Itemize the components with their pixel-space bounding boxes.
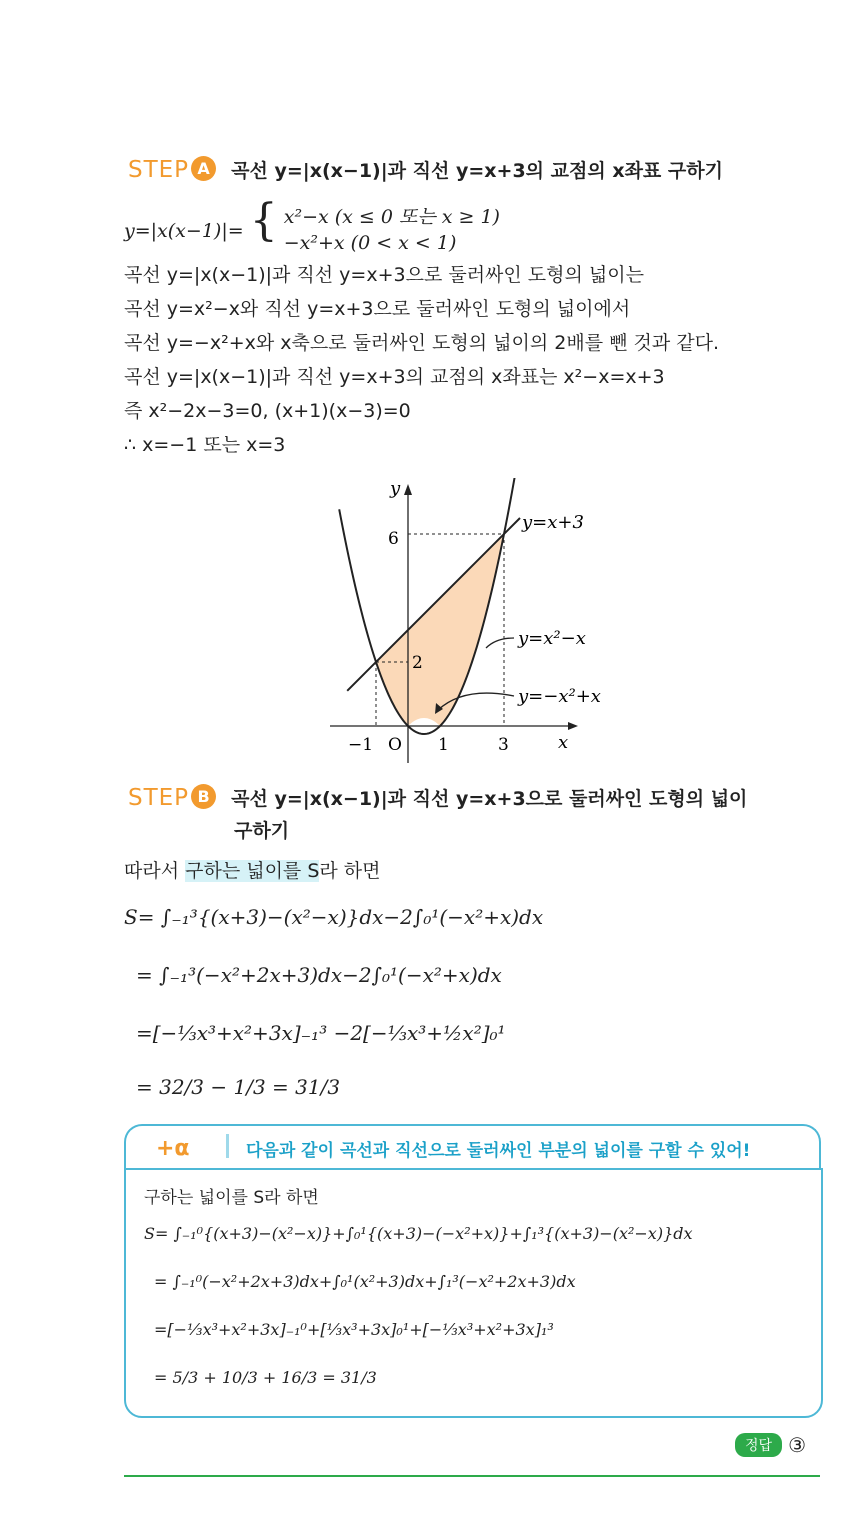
label-pointer-parabola <box>486 638 514 648</box>
piecewise-case-2: −x²+x (0 < x < 1) <box>283 232 457 254</box>
text-line: 즉 x²−2x−3=0, (x+1)(x−3)=0 <box>124 400 411 422</box>
tip-separator <box>226 1134 229 1158</box>
intro-pre: 따라서 <box>124 860 186 882</box>
piecewise-case-1: x²−x (x ≤ 0 또는 x ≥ 1) <box>283 206 500 228</box>
brace-symbol: { <box>249 195 278 246</box>
piecewise-lhs: y=|x(x−1)|= <box>124 220 244 242</box>
step-title-line-1: 곡선 y=|x(x−1)|과 직선 y=x+3으로 둘러싸인 도형의 넓이 <box>231 788 748 810</box>
equation-4: = 32/3 − 1/3 = 31/3 <box>136 1075 341 1099</box>
x-axis-arrow <box>568 722 578 730</box>
y-axis-label: y <box>390 478 401 499</box>
text-line: 곡선 y=x²−x와 직선 y=x+3으로 둘러싸인 도형의 넓이에서 <box>124 298 631 320</box>
equation-3: =[−⅓x³+x²+3x]₋₁³ −2[−⅓x³+½x²]₀¹ <box>136 1021 506 1045</box>
tick-3: 3 <box>498 735 509 755</box>
label-parabola: y=x²−x <box>518 628 586 649</box>
tip-equation-4: = 5/3 + 10/3 + 16/3 = 31/3 <box>154 1368 377 1387</box>
y-axis-arrow <box>404 484 412 495</box>
step-label: STEP <box>128 157 190 183</box>
answer-badge: 정답 <box>735 1433 782 1457</box>
step-a-header <box>128 156 723 183</box>
equation-1: S= ∫₋₁³{(x+3)−(x²−x)}dx−2∫₀¹(−x²+x)dx <box>124 905 544 929</box>
x-axis-label: x <box>558 732 569 753</box>
tip-intro: 구하는 넓이를 S라 하면 <box>144 1188 319 1208</box>
intro-highlight: 구하는 넓이를 S <box>185 860 320 882</box>
tick-1: 1 <box>438 735 449 755</box>
step-title-line-2: 구하기 <box>234 820 290 842</box>
intro-post: 라 하면 <box>319 860 381 882</box>
shaded-region <box>376 534 504 726</box>
text-line: ∴ x=−1 또는 x=3 <box>124 434 286 456</box>
step-label: STEP <box>128 785 190 811</box>
answer-value: ③ <box>788 1433 806 1457</box>
label-cap: y=−x²+x <box>518 686 601 707</box>
tick-minus-1: −1 <box>348 735 374 755</box>
step-title: 곡선 y=|x(x−1)|과 직선 y=x+3의 교점의 x좌표 구하기 <box>231 160 723 182</box>
answer <box>735 1433 806 1457</box>
tick-6: 6 <box>388 529 399 549</box>
step-badge: A <box>191 156 216 181</box>
label-line: y=x+3 <box>522 512 584 533</box>
solution-intro <box>124 858 380 884</box>
tip-title: 다음과 같이 곡선과 직선으로 둘러싸인 부분의 넓이를 구할 수 있어! <box>246 1141 751 1161</box>
piecewise-definition <box>124 195 500 256</box>
tip-equation-1: S= ∫₋₁⁰{(x+3)−(x²−x)}+∫₀¹{(x+3)−(−x²+x)}+∫₁³{(x+3)−(x²−x)}dx <box>144 1224 693 1243</box>
step-badge: B <box>191 784 216 809</box>
text-line: 곡선 y=|x(x−1)|과 직선 y=x+3의 교점의 x좌표는 x²−x=x+3 <box>124 366 665 388</box>
equation-2: = ∫₋₁³(−x²+2x+3)dx−2∫₀¹(−x²+x)dx <box>136 963 502 987</box>
step-b-header <box>128 784 747 811</box>
graph-figure <box>330 478 640 768</box>
text-line: 곡선 y=|x(x−1)|과 직선 y=x+3으로 둘러싸인 도형의 넓이는 <box>124 264 644 286</box>
tick-2: 2 <box>412 653 423 673</box>
origin-label: O <box>388 735 402 755</box>
text-line: 곡선 y=−x²+x와 x축으로 둘러싸인 도형의 넓이의 2배를 뺀 것과 같다. <box>124 332 719 354</box>
tip-equation-2: = ∫₋₁⁰(−x²+2x+3)dx+∫₀¹(x²+3)dx+∫₁³(−x²+2x+3)dx <box>154 1272 576 1291</box>
tip-equation-3: =[−⅓x³+x²+3x]₋₁⁰+[⅓x³+3x]₀¹+[−⅓x³+x²+3x]₁³ <box>154 1320 554 1339</box>
tip-label: +α <box>156 1136 190 1161</box>
bottom-rule <box>124 1475 820 1477</box>
